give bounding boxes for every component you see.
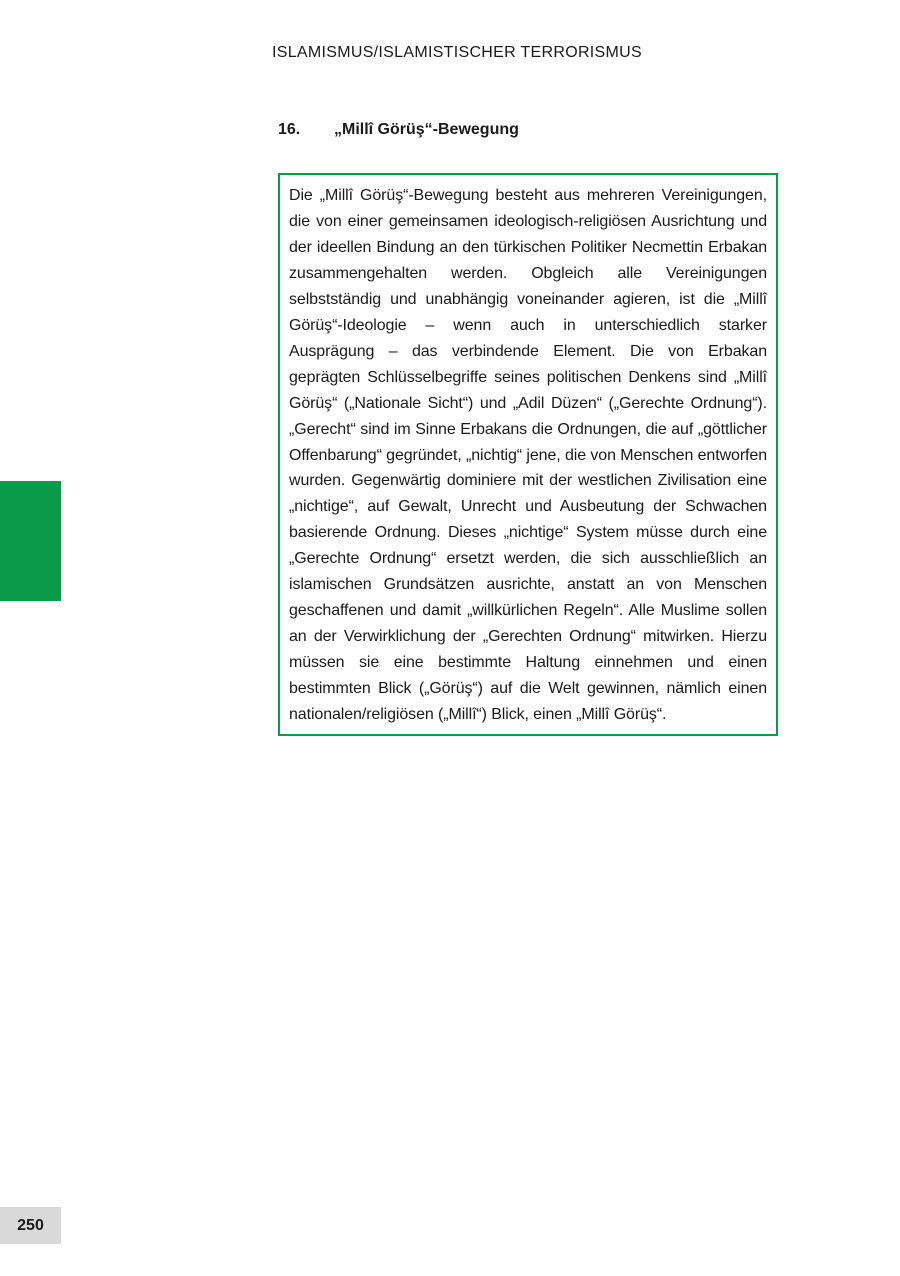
chapter-side-tab [0,481,61,601]
page-number: 250 [0,1207,61,1244]
info-box-text: Die „Millî Görüş“-Bewegung besteht aus mehreren Vereinigungen, die von einer gemeinsamen ideologisch-religiösen Ausrichtung und der ideellen Bindung an den türkischen Politiker Necmettin Erbakan zusammengehalten werden. Obgleich alle Vereinigungen selbstständig und unabhängig voneinander agieren, ist die „Millî Görüş“-Ideologie – wenn auch in unterschiedlich starker Ausprägung – das verbindende Element. Die von Erbakan geprägten Schlüsselbegriffe seines politischen Denkens sind „Millî Görüş“ („Nationale Sicht“) und „Adil Düzen“ („Gerechte Ordnung“). „Gerecht“ sind im Sinne Erbakans die Ordnungen, die auf „göttlicher Offenbarung“ gegründet, „nichtig“ jene, die von Menschen entworfen wurden. Gegenwärtig dominiere mit der westlichen Zivilisation eine „nichtige“, auf Gewalt, Unrecht und Ausbeutung der Schwachen basierende Ordnung. Dieses „nichtige“ System müsse durch eine „Gerechte Ordnung“ ersetzt werden, die sich ausschließlich an islamischen Grundsätzen ausrichte, anstatt an von Menschen geschaffenen und damit „willkürlichen Regeln“. Alle Muslime sollen an der Verwirklichung der „Gerechten Ordnung“ mitwirken. Hierzu müssen sie eine bestimmte Haltung einnehmen und einen bestimmten Blick („Görüş“) auf die Welt gewinnen, nämlich einen nationalen/religiösen („Millî“) Blick, einen „Millî Görüş“. [289,187,767,724]
section-title: „Millî Görüş“-Bewegung [334,121,519,138]
section-number: 16. [278,121,301,138]
section-heading [278,121,519,139]
running-header: ISLAMISMUS/ISLAMISTISCHER TERRORISMUS [272,44,642,61]
info-box [278,173,778,736]
